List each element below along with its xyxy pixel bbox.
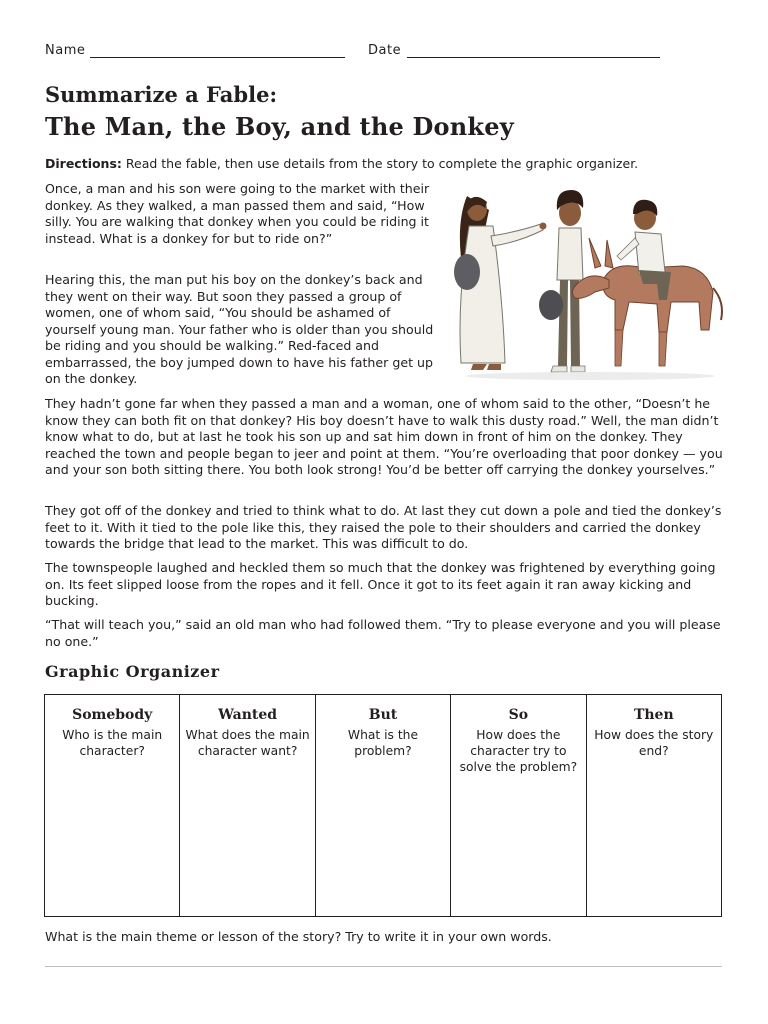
directions <box>45 155 638 172</box>
worksheet-title: The Man, the Boy, and the Donkey <box>45 112 514 141</box>
mother-figure <box>454 196 547 370</box>
column-question: How does the story end? <box>594 728 714 758</box>
date-label: Date <box>368 43 402 58</box>
column-question: Who is the main character? <box>62 728 163 758</box>
worksheet-subtitle: Summarize a Fable: <box>45 82 278 107</box>
story-paragraph: The townspeople laughed and heckled them so much that the donkey was frightened by everything going on. Its feet slipped loose from the ropes and it fell. Once it got to its feet again it ran away kicking and bucking. <box>45 560 716 608</box>
graphic-organizer-title: Graphic Organizer <box>45 662 220 681</box>
father-figure <box>539 190 585 372</box>
date-line[interactable] <box>407 57 660 58</box>
graphic-organizer-table <box>44 694 722 917</box>
column-heading: Wanted <box>218 707 278 723</box>
name-date-header <box>45 43 665 61</box>
column-heading: Somebody <box>72 707 153 723</box>
column-heading: But <box>368 707 398 723</box>
column-question: What is the problem? <box>347 728 419 758</box>
directions-text: Read the fable, then use details from the story to complete the graphic organizer. <box>121 156 639 171</box>
directions-label: Directions: <box>45 156 122 171</box>
story-paragraph: They got off of the donkey and tried to think what to do. At last they cut down a pole and tied the donkey’s feet to it. With it tied to the pole like this, they raised the pole to their shoulders and carried the donkey towards the bridge that lead to the market. This was difficult to do. <box>45 503 722 551</box>
ground-shadow <box>465 372 715 380</box>
organizer-cell-somebody[interactable] <box>45 695 180 917</box>
organizer-cell-then[interactable] <box>586 695 721 917</box>
name-label: Name <box>45 43 86 58</box>
column-question: How does the character try to solve the problem? <box>459 728 578 774</box>
column-heading: Then <box>633 707 674 723</box>
story-paragraph: Once, a man and his son were going to the market with their donkey. As they walked, a man passed them and said, “How silly. You are walking that donkey when you could be riding it instead. What is a donkey for but to ride on?” <box>45 181 430 246</box>
answer-line[interactable] <box>45 966 722 967</box>
column-heading: So <box>508 707 529 723</box>
table-row <box>45 695 722 917</box>
organizer-cell-but[interactable] <box>315 695 450 917</box>
story-paragraph: They hadn’t gone far when they passed a man and a woman, one of whom said to the other, “Doesn’t he know they can both fit on that donkey? His boy doesn’t have to walk this dusty road.” Well, the man didn’t know what to do, but at last he took his son up and sat him down in front of him on the donkey. They reached the town and people began to jeer and point at them. “You’re overloading that poor donkey — you and your son both sitting there. You both look strong! You’d be better off carrying the donkey yourselves.” <box>45 396 723 477</box>
fable-illustration <box>445 180 730 390</box>
theme-prompt: What is the main theme or lesson of the story? Try to write it in your own words. <box>45 929 552 944</box>
story-paragraph: “That will teach you,” said an old man who had followed them. “Try to please everyone and you will please no one.” <box>45 617 721 649</box>
name-line[interactable] <box>90 57 345 58</box>
column-question: What does the main character want? <box>185 728 310 758</box>
organizer-cell-wanted[interactable] <box>180 695 315 917</box>
story-paragraph: Hearing this, the man put his boy on the donkey’s back and they went on their way. But soon they passed a group of women, one of whom said, “You should be ashamed of yourself young man. Your father who is older than you should be riding and you should be walking.” Red-faced and embarrassed, the boy jumped down to have his father get up on the donkey. <box>45 272 434 386</box>
organizer-cell-so[interactable] <box>451 695 586 917</box>
